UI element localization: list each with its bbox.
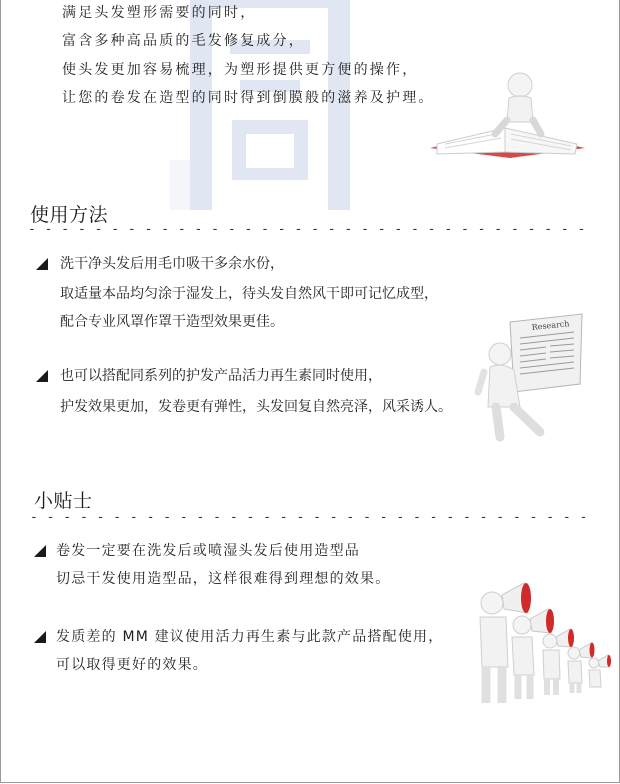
bullet-triangle-icon (36, 370, 48, 382)
usage-item-2-line-1: 也可以搭配同系列的护发产品活力再生素同时使用， (60, 368, 382, 384)
intro-line-1: 满足头发塑形需要的同时， (62, 5, 257, 21)
bullet-triangle-icon (34, 545, 46, 557)
tips-item-2-line-2: 可以取得更好的效果。 (56, 657, 208, 673)
bullet-triangle-icon (34, 631, 46, 643)
usage-item-1-line-1: 洗干净头发后用毛巾吸干多余水份， (60, 256, 284, 272)
megaphone-figures-illustration (462, 575, 618, 710)
intro-line-3: 使头发更加容易梳理，为塑形提供更方便的操作， (62, 62, 419, 78)
usage-item-1-line-2: 取适量本品均匀涂于湿发上，待头发自然风干即可记忆成型， (60, 286, 438, 302)
bullet-triangle-icon (36, 258, 48, 270)
tips-heading: 小贴士 (34, 490, 93, 512)
usage-heading: 使用方法 (30, 204, 109, 226)
usage-divider: - - - - - - - - - - - - - - - - - - - - - - - - - - - - - - - - - - (28, 222, 586, 237)
newspaper-figure-illustration (470, 312, 590, 447)
intro-line-2: 富含多种高品质的毛发修复成分， (62, 33, 305, 49)
tips-item-2-line-1: 发质差的 MM 建议使用活力再生素与此款产品搭配使用， (56, 629, 444, 645)
reading-figure-illustration (425, 70, 595, 160)
intro-line-4: 让您的卷发在造型的同时得到倒膜般的滋养及护理。 (62, 90, 435, 106)
newspaper-masthead: Research (531, 319, 570, 332)
tips-item-1-line-1: 卷发一定要在洗发后或喷湿头发后使用造型品 (56, 543, 360, 559)
tips-item-1-line-2: 切忌干发使用造型品，这样很难得到理想的效果。 (56, 571, 391, 587)
tips-divider: - - - - - - - - - - - - - - - - - - - - - - - - - - - - - - - - - - (30, 510, 588, 525)
usage-item-2-line-2: 护发效果更加，发卷更有弹性，头发回复自然亮泽，风采诱人。 (60, 399, 452, 415)
usage-item-1-line-3: 配合专业风罩作罩干造型效果更佳。 (60, 314, 284, 330)
